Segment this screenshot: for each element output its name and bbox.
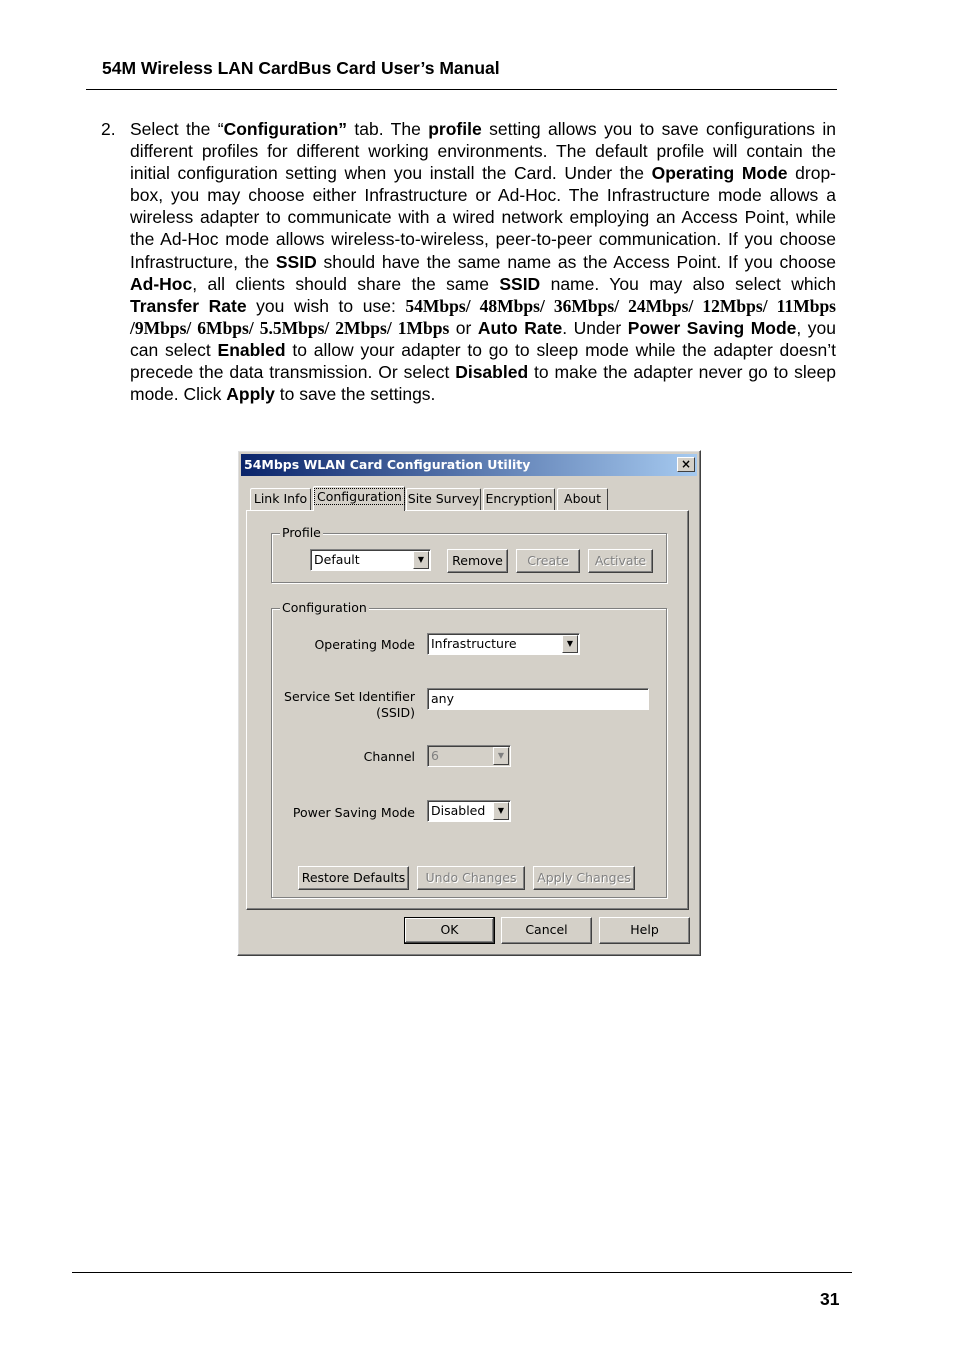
paragraph-segment: to allow your adapter to go to sleep mode while the adapter doesn’t precede the data transmission. Or select [130, 339, 836, 383]
paragraph-segment: 54Mbps/ 48Mbps/ 36Mbps/ 24Mbps/ 12Mbps/ 11Mbps /9Mbps/ 6Mbps/ 5.5Mbps/ 2Mbps/ 1Mbps [130, 295, 836, 338]
tab-configuration-label: Configuration [314, 488, 405, 505]
profile-group-label: Profile [282, 525, 321, 540]
power-saving-mode-select[interactable] [427, 800, 511, 822]
paragraph-segment: drop-box, you may choose either Infrastructure or Ad-Hoc. The Infrastructure mode allows a wireless adapter to communicate with a wired network employing an Access Point, while the Ad-Hoc mode allows wireless-to-wireless, peer-to-peer communication. If you choose Infrastructure, the [130, 163, 837, 272]
profile-select[interactable] [310, 549, 431, 571]
paragraph-segment: Power Saving Mode [627, 317, 797, 338]
cancel-button[interactable]: Cancel [501, 917, 592, 944]
channel-label: Channel [363, 749, 415, 764]
running-header: 54M Wireless LAN CardBus Card User’s Manual [102, 58, 500, 78]
paragraph-segment: should have the same name as the Access Point. If you choose [316, 251, 836, 272]
header-rule [86, 89, 837, 90]
paragraph-segment: or [449, 317, 478, 338]
paragraph-segment: tab. The [347, 119, 429, 139]
profile-select-value: Default [314, 552, 360, 567]
channel-value: 6 [431, 748, 439, 763]
ssid-label-line1: Service Set Identifier [284, 689, 415, 704]
close-button[interactable] [677, 457, 695, 472]
paragraph-segment: , all clients should share the same [192, 273, 500, 294]
configuration-group-label: Configuration [282, 600, 367, 615]
tab-about[interactable] [557, 488, 608, 510]
tab-link-info[interactable] [250, 488, 311, 510]
paragraph-segment: you wish to use: [246, 295, 406, 316]
configuration-utility-dialog [237, 450, 701, 956]
chevron-down-icon: ▼ [493, 747, 509, 765]
paragraph-segment: Operating Mode [651, 163, 788, 184]
dialog-title: 54Mbps WLAN Card Configuration Utility [244, 457, 531, 472]
step-paragraph [130, 118, 836, 405]
configuration-group [271, 600, 667, 898]
tab-encryption-label: Encryption [485, 491, 553, 506]
restore-defaults-button[interactable]: Restore Defaults [298, 866, 409, 890]
paragraph-segment: Configuration” [223, 119, 348, 139]
paragraph-segment: to make the adapter never go to sleep mode. Click [130, 362, 836, 405]
chevron-down-icon: ▼ [413, 551, 429, 569]
paragraph-segment: to save the settings. [274, 384, 436, 405]
paragraph-segment: Enabled [217, 339, 286, 360]
paragraph-segment: SSID [499, 273, 541, 294]
ssid-label [284, 689, 415, 721]
help-button[interactable]: Help [599, 917, 690, 944]
profile-group [271, 525, 667, 583]
tab-site-survey-label: Site Survey [407, 491, 480, 506]
create-profile-button[interactable]: Create [516, 549, 580, 573]
power-saving-mode-label: Power Saving Mode [292, 805, 415, 820]
paragraph-segment: Ad-Hoc [130, 273, 193, 294]
tab-about-label: About [564, 491, 601, 506]
paragraph-segment: Select the “ [130, 119, 224, 139]
activate-profile-button[interactable]: Activate [588, 549, 653, 573]
configuration-tab-panel [246, 510, 689, 910]
undo-changes-button[interactable]: Undo Changes [417, 866, 525, 890]
operating-mode-value: Infrastructure [431, 636, 517, 651]
paragraph-segment: Disabled [455, 362, 529, 383]
apply-changes-button[interactable]: Apply Changes [533, 866, 635, 890]
paragraph-segment: SSID [275, 251, 317, 272]
paragraph-segment: Auto Rate [477, 317, 563, 338]
paragraph-segment: . Under [562, 317, 628, 338]
power-saving-mode-value: Disabled [431, 803, 486, 818]
paragraph-segment: profile [428, 119, 482, 139]
page-number: 31 [820, 1289, 840, 1309]
chevron-down-icon: ▼ [562, 635, 578, 653]
tab-configuration[interactable] [313, 486, 405, 511]
operating-mode-label: Operating Mode [314, 637, 415, 652]
ok-button[interactable]: OK [404, 917, 495, 944]
paragraph-segment: Apply [226, 384, 275, 405]
tab-link-info-label: Link Info [253, 491, 308, 506]
ssid-label-line2: (SSID) [376, 705, 415, 720]
chevron-down-icon: ▼ [493, 802, 509, 820]
operating-mode-select[interactable] [427, 633, 580, 655]
tab-site-survey[interactable] [406, 488, 481, 510]
close-icon: × [680, 457, 692, 471]
channel-select[interactable] [427, 745, 511, 767]
tab-encryption[interactable] [483, 488, 555, 510]
paragraph-segment: , you can select [130, 317, 837, 360]
footer-rule [72, 1272, 852, 1273]
paragraph-segment: name. You may also select which [540, 273, 836, 294]
paragraph-segment: setting allows you to save configurations in different profiles for different working environments. The default profile will contain the initial configuration setting when you install the Card. Under the [130, 119, 836, 184]
remove-profile-button[interactable]: Remove [447, 549, 508, 573]
step-number: 2. [101, 119, 116, 139]
ssid-input[interactable]: any [427, 688, 649, 710]
dialog-titlebar [241, 454, 697, 476]
paragraph-segment: Transfer Rate [130, 295, 247, 316]
